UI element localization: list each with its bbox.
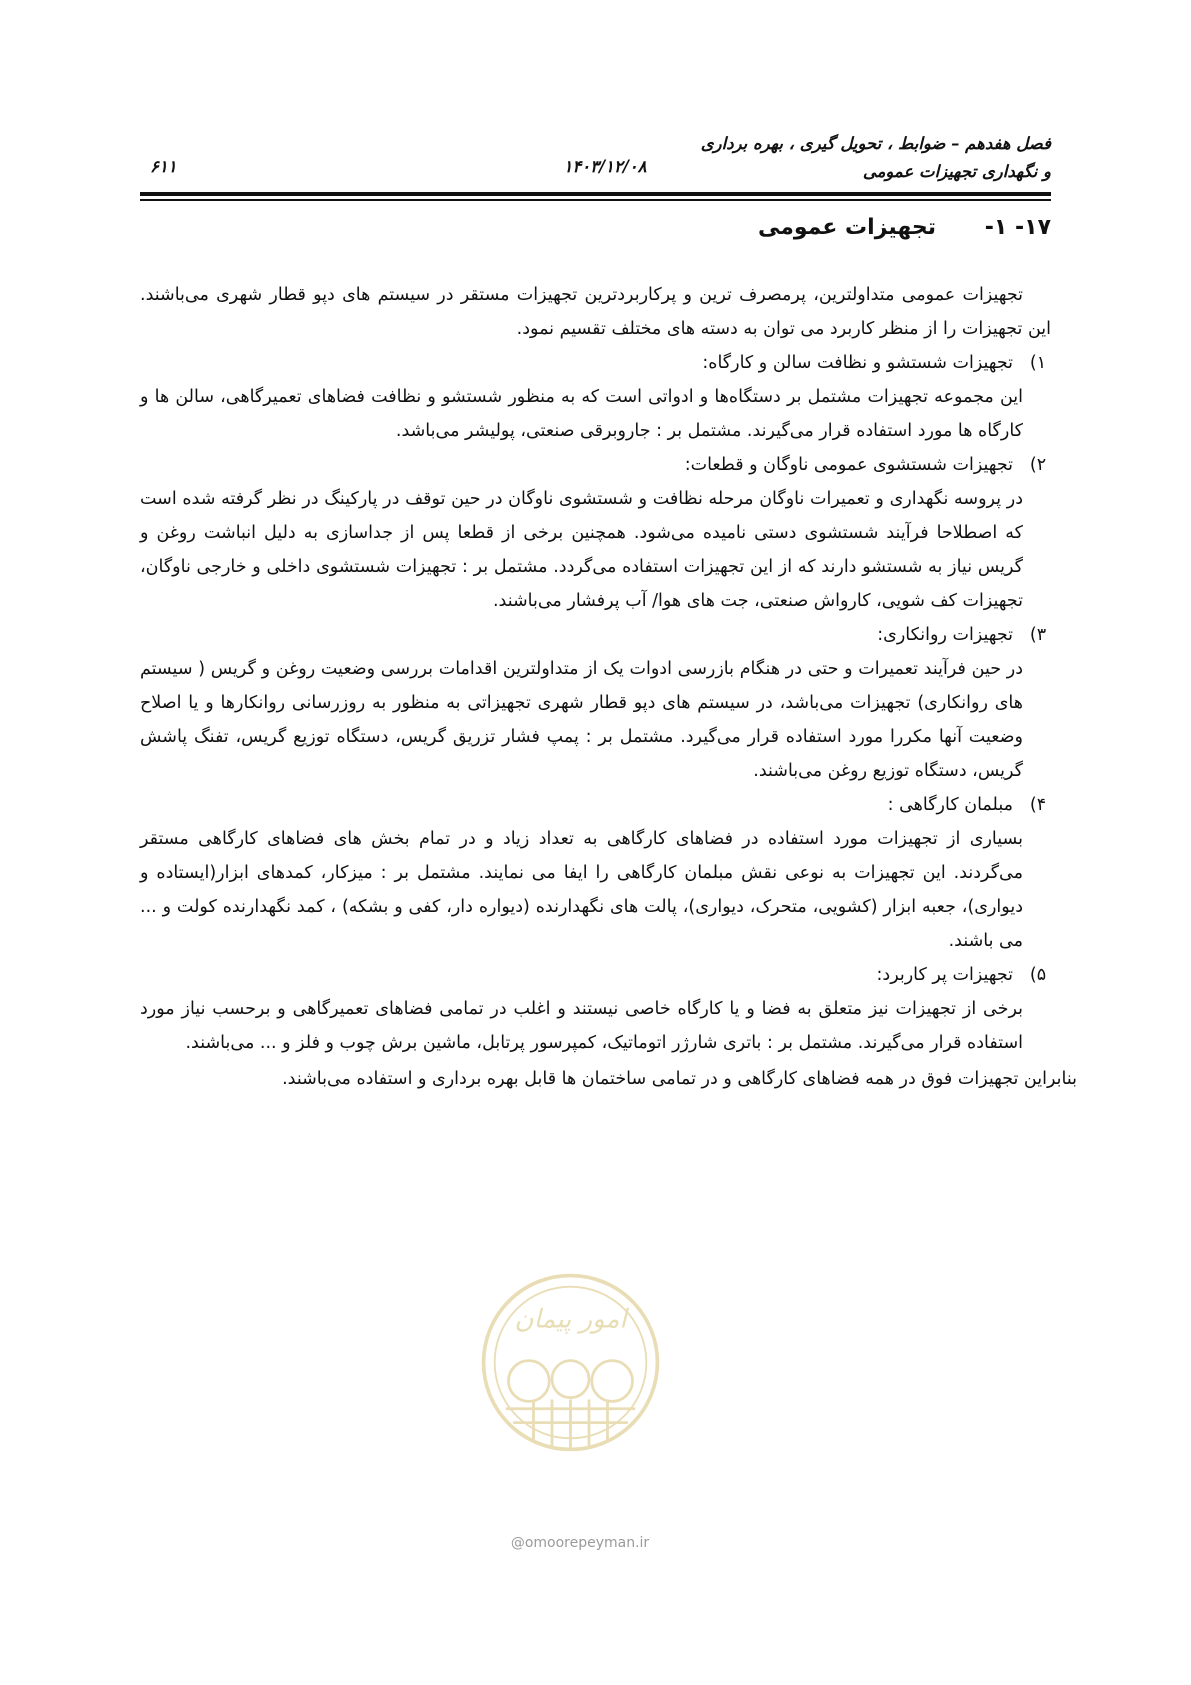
list-item-title: تجهیزات شستشو و نظافت سالن و کارگاه: xyxy=(702,353,1013,373)
list-item-number: ۱) xyxy=(1029,353,1047,373)
list-item-4 xyxy=(140,788,1051,822)
list-item-title: مبلمان کارگاهی : xyxy=(887,795,1013,815)
watermark-seal-icon xyxy=(478,1270,663,1455)
list-item-title: تجهیزات شستشوی عمومی ناوگان و قطعات: xyxy=(684,455,1013,475)
list-item-number: ۵) xyxy=(1029,965,1047,985)
list-item-body: بسیاری از تجهیزات مورد استفاده در فضاهای کارگاهی به تعداد زیاد و در تمام بخش های فضاهای کارگاهی مستقر می‌گردند. این تجهیزات به نوعی نقش مبلمان کارگاهی را ایفا می نمایند. مشتمل بر : میزکار، کمدهای ابزار(ایستاده و دیواری)، جعبه ابزار (کشویی، متحرک، دیواری)، پالت های نگهدارنده (دیواره دار، کفی و بشکه) ، کمد نگهدارنده کولت و ... می باشند. xyxy=(140,829,1023,951)
list-item-body: در حین فرآیند تعمیرات و حتی در هنگام بازرسی ادوات یک از متداولترین اقدامات بررسی وضعیت روغن و گریس ( سیستم های روانکاری) تجهیزات می‌باشد، در سیستم های دپو قطار شهری تجهیزاتی به منظور به روزرسانی روانکارها و یا اصلاح وضعیت آنها مکررا مورد استفاده قرار می‌گیرد. مشتمل بر : پمپ فشار تزریق گریس، دستگاه توزیع گریس، تفنگ پاشش گریس، دستگاه توزیع روغن می‌باشند. xyxy=(140,659,1023,781)
list-item-5 xyxy=(140,958,1051,992)
body-text xyxy=(140,278,1077,1096)
watermark-site: @omoorepeyman.ir xyxy=(510,1535,650,1551)
list-item-number: ۳) xyxy=(1029,625,1047,645)
list-item-2 xyxy=(140,448,1051,482)
header-rule-thin xyxy=(140,199,1051,201)
list-item-title: تجهیزات پر کاربرد: xyxy=(876,965,1013,985)
list-item-body: در پروسه نگهداری و تعمیرات ناوگان مرحله نظافت و شستشوی ناوگان در حین توقف در پارکینگ در نظر گرفته شده است که اصطلاحا فرآیند شستشوی دستی نامیده می‌شود. همچنین برخی از قطعا پس از جداسازی به دلیل انباشت روغن و گریس نیاز به شستشو دارند که از این تجهیزات استفاده می‌گردد. مشتمل بر : تجهیزات شستشوی داخلی و خارجی ناوگان، تجهیزات کف شویی، کارواش صنعتی، جت های هوا/ آب پرفشار می‌باشند. xyxy=(140,489,1023,611)
list-item-number: ۴) xyxy=(1029,795,1047,815)
section-number: ۱۷- ۱- xyxy=(984,215,1051,240)
section-title: تجهیزات عمومی xyxy=(757,215,936,240)
intro-paragraph: تجهیزات عمومی متداولترین، پرمصرف ترین و پرکاربردترین تجهیزات مستقر در سیستم های دپو قطار شهری می‌باشند. این تجهیزات را از منظر کاربرد می توان به دسته های مختلف تقسیم نمود. xyxy=(140,285,1051,339)
list-item-1 xyxy=(140,346,1051,380)
header-rule-thick xyxy=(140,192,1051,196)
chapter-line-1: فصل هفدهم – ضوابط ، تحویل گیری ، بهره برداری xyxy=(700,134,1051,153)
header-date: ۱۴۰۳/۱۲/۰۸ xyxy=(563,157,647,176)
page-number: ۶۱۱ xyxy=(150,157,177,176)
chapter-line-2: و نگهداری تجهیزات عمومی xyxy=(862,162,1051,181)
watermark-seal-text: امور پیمان xyxy=(514,1304,627,1335)
list-item-number: ۲) xyxy=(1029,455,1047,475)
closing-paragraph: بنابراین تجهیزات فوق در همه فضاهای کارگاهی و در تمامی ساختمان ها قابل بهره برداری و استفاده می‌باشند. xyxy=(282,1069,1077,1089)
list-item-body: این مجموعه تجهیزات مشتمل بر دستگاه‌ها و ادواتی است که به منظور شستشو و نظافت فضاهای تعمیرگاهی، سالن ها و کارگاه ها مورد استفاده قرار می‌گیرند. مشتمل بر : جاروبرقی صنعتی، پولیشر می‌باشد. xyxy=(140,387,1023,441)
list-item-3 xyxy=(140,618,1051,652)
list-item-body: برخی از تجهیزات نیز متعلق به فضا و یا کارگاه خاصی نیستند و اغلب در تمامی فضاهای تعمیرگاهی و برحسب نیاز مورد استفاده قرار می‌گیرند. مشتمل بر : باتری شارژر اتوماتیک، کمپرسور پرتابل، ماشین برش چوب و فلز و ... می‌باشند. xyxy=(140,999,1023,1053)
list-item-title: تجهیزات روانکاری: xyxy=(877,625,1013,645)
